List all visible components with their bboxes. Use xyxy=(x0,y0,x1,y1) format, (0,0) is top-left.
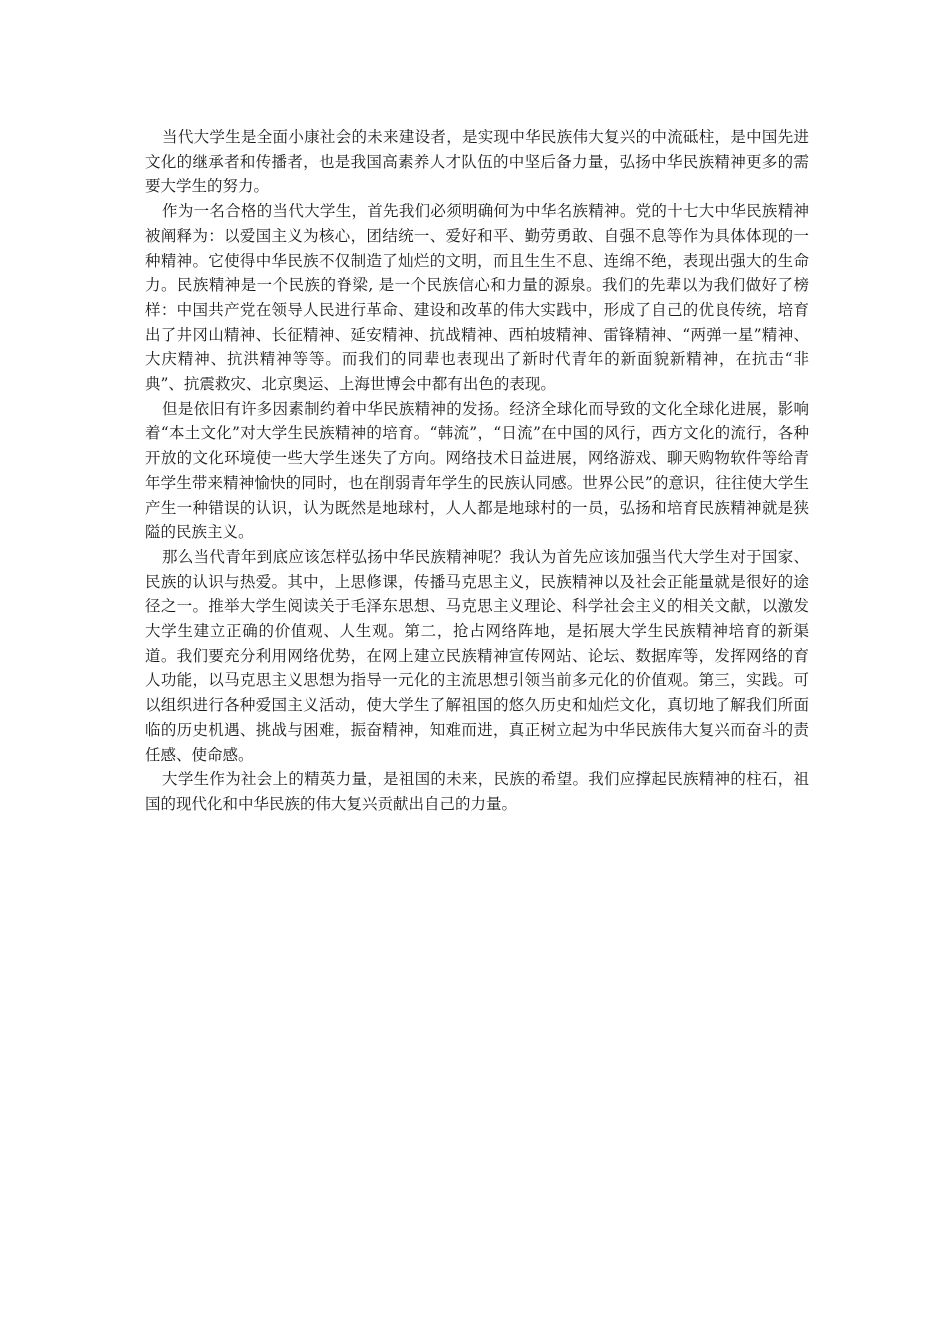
paragraph-2: 作为一名合格的当代大学生，首先我们必须明确何为中华名族精神。党的十七大中华民族精神被阐释为：以爱国主义为核心，团结统一、爱好和平、勤劳勇敢、自强不息等作为具体体现的一种精神。它使得中华民族不仅制造了灿烂的文明，而且生生不息、连绵不绝，表现出强大的生命力。民族精神是一个民族的脊梁, 是一个民族信心和力量的源泉。我们的先辈以为我们做好了榜样：中国共产党在领导人民进行革命、建设和改革的伟大实践中，形成了自己的优良传统，培育出了井冈山精神、长征精神、延安精神、抗战精神、西柏坡精神、雷锋精神、“两弹一星”精神、大庆精神、抗洪精神等等。而我们的同辈也表现出了新时代青年的新面貌新精神，在抗击“非典”、抗震救灾、北京奥运、上海世博会中都有出色的表现。 xyxy=(145,202,809,394)
paragraph-4: 那么当代青年到底应该怎样弘扬中华民族精神呢？我认为首先应该加强当代大学生对于国家、民族的认识与热爱。其中，上思修课，传播马克思主义，民族精神以及社会正能量就是很好的途径之一。推举大学生阅读关于毛泽东思想、马克思主义理论、科学社会主义的相关文献，以激发大学生建立正确的价值观、人生观。第二，抢占网络阵地，是拓展大学生民族精神培育的新渠道。我们要充分利用网络优势，在网上建立民族精神宣传网站、论坛、数据库等，发挥网络的育人功能，以马克思主义思想为指导一元化的主流思想引领当前多元化的价值观。第三，实践。可以组织进行各种爱国主义活动，使大学生了解祖国的悠久历史和灿烂文化，真切地了解我们所面临的历史机遇、挑战与困难，振奋精神，知难而进，真正树立起为中华民族伟大复兴而奋斗的责任感、使命感。 xyxy=(145,547,809,764)
paragraph-3: 但是依旧有许多因素制约着中华民族精神的发扬。经济全球化而导致的文化全球化进展，影响着“本土文化”对大学生民族精神的培育。“韩流”，“日流”在中国的风行，西方文化的流行，各种开放的文化环境使一些大学生迷失了方向。网络技术日益进展，网络游戏、聊天购物软件等给青年学生带来精神愉快的同时，也在削弱青年学生的民族认同感。世界公民”的意识，往往使大学生产生一种错误的认识，认为既然是地球村，人人都是地球村的一员，弘扬和培育民族精神就是狭隘的民族主义。 xyxy=(145,399,809,542)
paragraph-5: 大学生作为社会上的精英力量，是祖国的未来，民族的希望。我们应撑起民族精神的柱石，祖国的现代化和中华民族的伟大复兴贡献出自己的力量。 xyxy=(145,770,809,813)
paragraph-1: 当代大学生是全面小康社会的未来建设者，是实现中华民族伟大复兴的中流砥柱，是中国先进文化的继承者和传播者，也是我国高素养人才队伍的中坚后备力量，弘扬中华民族精神更多的需要大学生的努力。 xyxy=(145,128,809,196)
document-body xyxy=(145,125,809,817)
